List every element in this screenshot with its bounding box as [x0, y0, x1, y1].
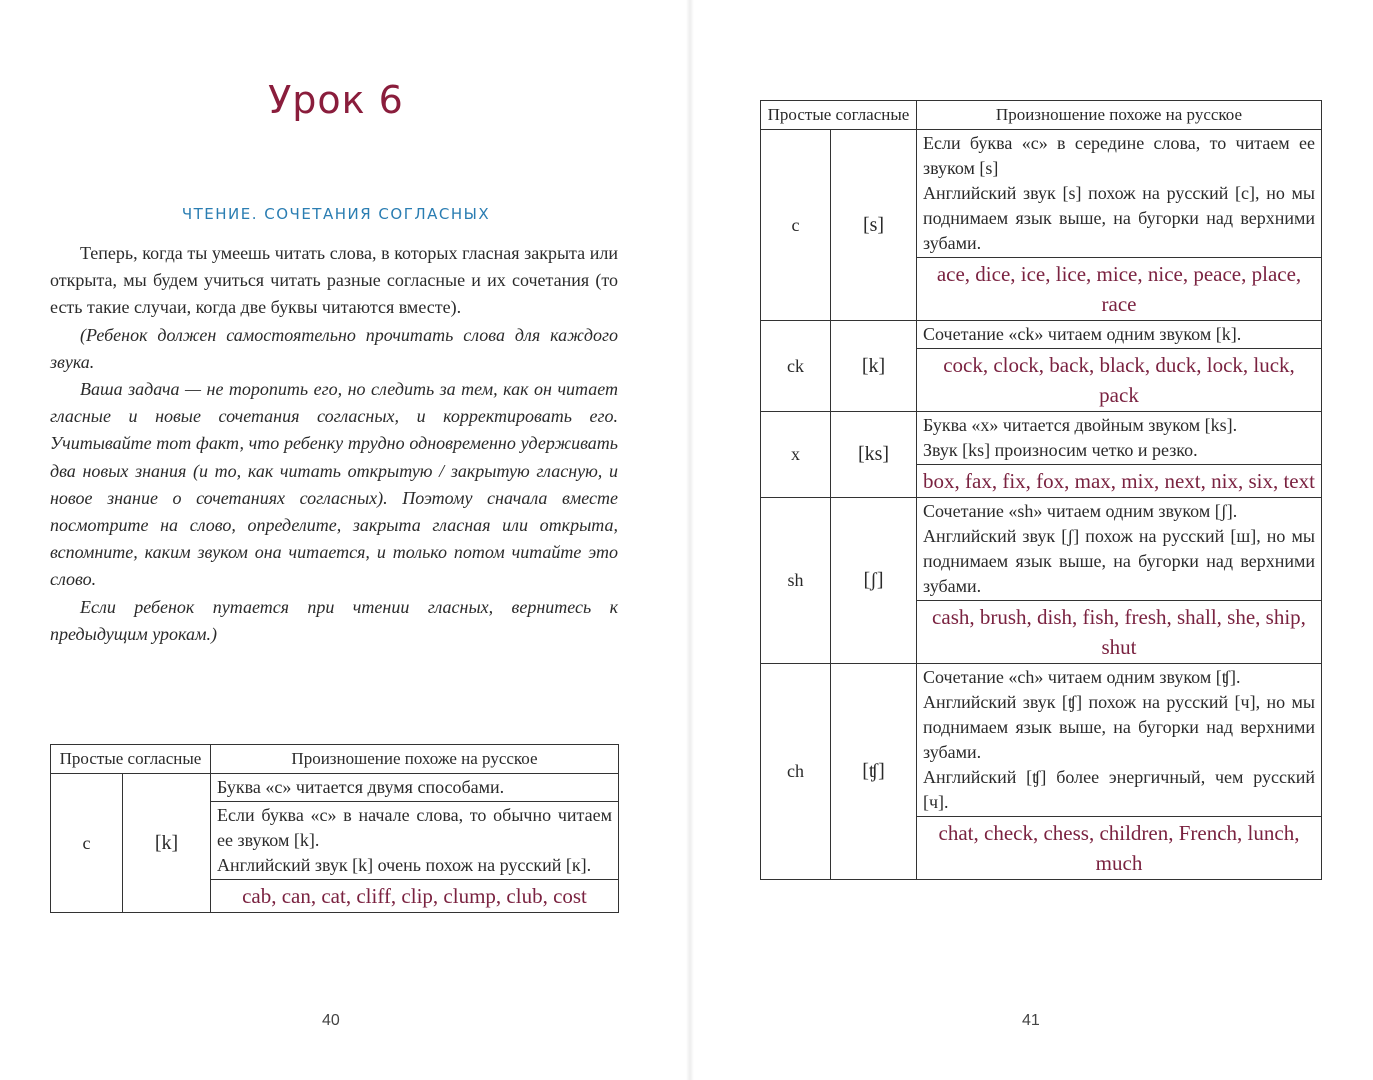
row-example-words: box, fax, fix, fox, max, mix, next, nix, six, text: [917, 465, 1322, 498]
row-example-words: chat, check, chess, children, French, lunch, much: [917, 817, 1322, 880]
row-letter: sh: [761, 498, 831, 664]
description-line: Сочетание «ck» читаем одним звуком [k].: [923, 324, 1242, 344]
description-line: Сочетание «sh» читаем одним звуком [ʃ].: [923, 501, 1238, 521]
header-pronunciation: Произношение похоже на русское: [917, 101, 1322, 130]
row-example-words: cab, can, cat, cliff, clip, clump, club, cost: [211, 880, 619, 913]
header-simple-consonants: Простые согласные: [51, 745, 211, 774]
row-description: [211, 802, 619, 880]
consonants-table-right: [760, 100, 1322, 880]
row-sound: [k]: [831, 321, 917, 412]
row-intro: Буква «с» читается двумя способами.: [211, 774, 619, 802]
page-number-right: 41: [1022, 1012, 1040, 1029]
header-pronunciation: Произношение похоже на русское: [211, 745, 619, 774]
row-description: [917, 664, 1322, 817]
table-header-row: [51, 745, 619, 774]
paragraph-note-1: (Ребенок должен самостоятельно прочитать слова для каждого звука.: [50, 324, 618, 372]
row-example-words: ace, dice, ice, lice, mice, nice, peace, place, race: [917, 258, 1322, 321]
row-letter: c: [761, 130, 831, 321]
table-row: [761, 498, 1322, 601]
row-description: [917, 130, 1322, 258]
description-line: Сочетание «ch» читаем одним звуком [ʧ].: [923, 667, 1241, 687]
description-line: Если буква «с» в середине слова, то читаем ее звуком [s]: [923, 133, 1315, 178]
description-line: Английский звук [k] очень похож на русский [к].: [217, 855, 592, 875]
description-line: Английский звук [ʃ] похож на русский [ш], но мы поднимаем язык выше, на бугорки над верхними зубами.: [923, 526, 1315, 596]
description-line: Английский [ʧ] более энергичный, чем русский [ч].: [923, 767, 1315, 812]
page-number-left: 40: [322, 1012, 340, 1029]
row-description: [917, 321, 1322, 349]
section-heading: ЧТЕНИЕ. СОЧЕТАНИЯ СОГЛАСНЫХ: [181, 205, 491, 223]
description-line: Звук [ks] произносим четко и резко.: [923, 440, 1198, 460]
row-example-words: cock, clock, back, black, duck, lock, luck, pack: [917, 349, 1322, 412]
description-line: Английский звук [s] похож на русский [с], но мы поднимаем язык выше, на бугорки над верхними зубами.: [923, 183, 1315, 253]
row-sound: [ks]: [831, 412, 917, 498]
description-line: Буква «x» читается двойным звуком [ks].: [923, 415, 1238, 435]
row-letter: ch: [761, 664, 831, 880]
table-row: [761, 664, 1322, 817]
body-text: [50, 240, 618, 648]
paragraph-note-3: Если ребенок путается при чтении гласных, вернитесь к предыдущим урокам.): [50, 596, 618, 644]
lesson-title: Урок 6: [268, 78, 404, 122]
row-letter: x: [761, 412, 831, 498]
description-line: Если буква «с» в начале слова, то обычно читаем ее звуком [k].: [217, 805, 612, 850]
row-description: [917, 498, 1322, 601]
consonants-table-left: [50, 744, 619, 913]
row-sound: [k]: [123, 774, 211, 913]
row-letter: ck: [761, 321, 831, 412]
table-row: [761, 412, 1322, 465]
row-sound: [ʃ]: [831, 498, 917, 664]
row-sound: [s]: [831, 130, 917, 321]
table-row: [761, 130, 1322, 258]
table-row: [51, 774, 619, 802]
row-example-words: cash, brush, dish, fish, fresh, shall, she, ship, shut: [917, 601, 1322, 664]
paragraph-note-2: Ваша задача — не торопить его, но следить за тем, как он читает гласные и новые сочетания согласных, и корректировать его. Учитывайте тот факт, что ребенку трудно одновременно удерживать два новых знания (и то, как читать открытую / закрытую гласную, и новое знание о сочетаниях согласных). Поэтому сначала вместе посмотрите на слово, определите, закрыта гласная или открыта, вспомните, каким звуком она читается, и только потом читайте это слово.: [50, 379, 618, 590]
row-letter: c: [51, 774, 123, 913]
table-header-row: [761, 101, 1322, 130]
row-description: [917, 412, 1322, 465]
row-sound: [ʧ]: [831, 664, 917, 880]
header-simple-consonants: Простые согласные: [761, 101, 917, 130]
description-line: Английский звук [ʧ] похож на русский [ч], но мы поднимаем язык выше, на бугорки над верхними зубами.: [923, 692, 1315, 762]
table-row: [761, 321, 1322, 349]
paragraph-intro: Теперь, когда ты умеешь читать слова, в которых гласная закрыта или открыта, мы будем учиться читать разные согласные и их сочетания (то есть такие случаи, когда две буквы читаются вместе).: [50, 243, 618, 318]
